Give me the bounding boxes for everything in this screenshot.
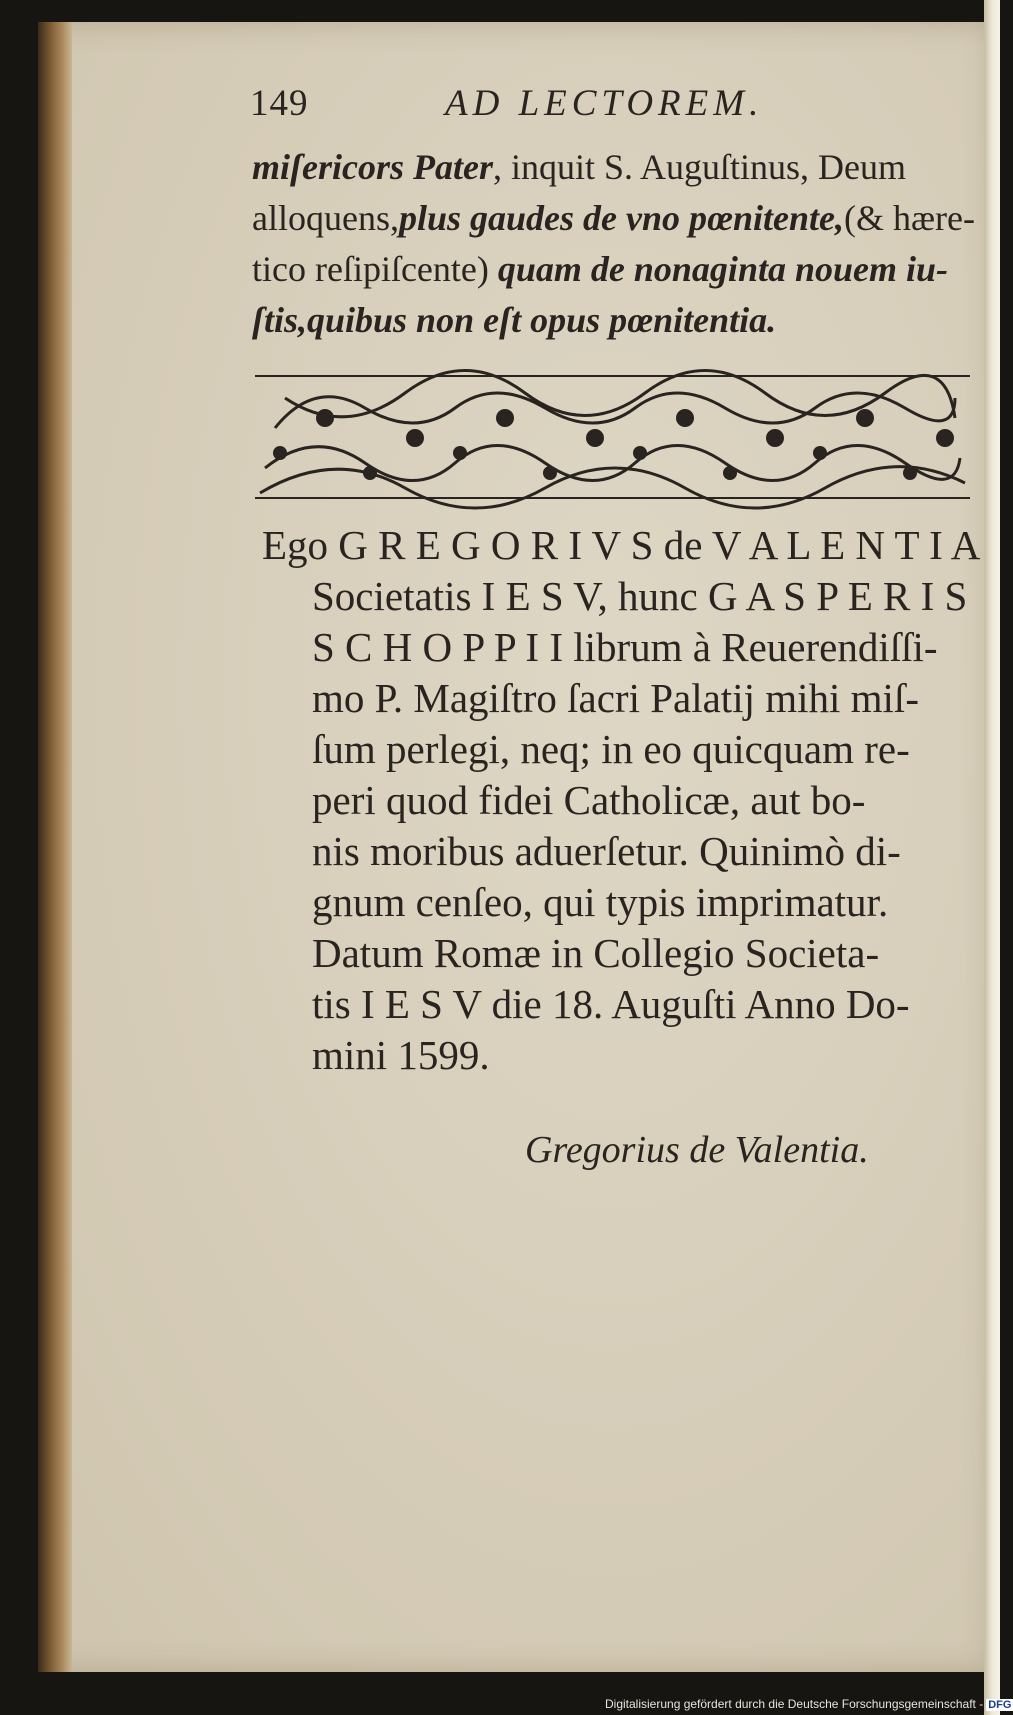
preface-line-1: miſericors Pater, inquit S. Auguſtinus, Deum (252, 147, 907, 187)
digitization-credit (605, 1697, 1013, 1711)
preface-line-4: ſtis,quibus non eſt opus pœnitentia. (252, 300, 777, 340)
page-number: 149 (250, 83, 309, 124)
approbation-paragraph (262, 520, 980, 1081)
page-right-edge (984, 0, 1000, 1715)
book-binding-edge (38, 22, 72, 1672)
approbation-line: Ego G R E G O R I V S de V A L E N T I A (262, 522, 981, 568)
approbation-line: peri quod fidei Catholicæ, aut bo- (312, 777, 866, 823)
approbation-line: gnum cenſeo, qui typis imprimatur. (312, 879, 889, 925)
preface-line-2: alloquens,plus gaudes de vno pœnitente,(& hære- (252, 198, 975, 238)
approbation-line: ſum perlegi, neq; in eo quicquam re- (312, 726, 910, 772)
approbation-line: mini 1599. (312, 1032, 490, 1078)
ornament-band (255, 368, 970, 503)
approbation-line: tis I E S V die 18. Auguſti Anno Do- (312, 981, 910, 1027)
approbation-line: Societatis I E S V, hunc G A S P E R I S (312, 573, 968, 619)
running-title: AD LECTOREM. (445, 83, 764, 124)
approbation-line: S C H O P P I I librum à Reuerendiſſi- (312, 624, 938, 670)
preface-paragraph (252, 142, 975, 346)
approbation-line: Datum Romæ in Collegio Societa- (312, 930, 880, 976)
preface-line-3: tico reſipiſcente) quam de nonaginta nouem iu- (252, 249, 948, 289)
signature: Gregorius de Valentia. (525, 1129, 869, 1171)
approbation-line: mo P. Magiſtro ſacri Palatij mihi miſ- (312, 675, 919, 721)
credit-text: Digitalisierung gefördert durch die Deutsche Forschungsgemeinschaft - (605, 1697, 984, 1711)
dfg-logo: DFG (988, 1699, 1012, 1711)
approbation-line: nis moribus aduerſetur. Quinimò di- (312, 828, 901, 874)
